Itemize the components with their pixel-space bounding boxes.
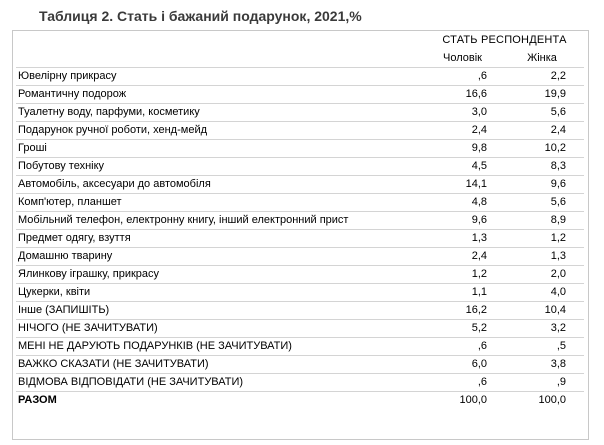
row-value-male: 16,2	[425, 302, 500, 320]
table-row	[16, 86, 584, 104]
header-male: Чоловік	[425, 49, 500, 68]
table-row	[16, 320, 584, 338]
table-row	[16, 104, 584, 122]
row-value-female: 10,4	[500, 302, 584, 320]
row-label: Подарунок ручної роботи, хенд-мейд	[16, 122, 425, 140]
row-value-male: 1,3	[425, 230, 500, 248]
table-row	[16, 356, 584, 374]
row-value-male: 2,4	[425, 122, 500, 140]
row-value-male: 9,6	[425, 212, 500, 230]
row-label: Автомобіль, аксесуари до автомобіля	[16, 176, 425, 194]
total-value-female: 100,0	[538, 394, 566, 406]
table-row	[16, 338, 584, 356]
table-row	[16, 176, 584, 194]
row-label: Інше (ЗАПИШІТЬ)	[16, 302, 425, 320]
row-value-male: 9,8	[425, 140, 500, 158]
row-label: Цукерки, квіти	[16, 284, 425, 302]
row-label: Романтичну подорож	[16, 86, 425, 104]
row-value-female: ,9	[500, 374, 584, 392]
row-label: Ювелірну прикрасу	[16, 68, 425, 86]
row-label: МЕНІ НЕ ДАРУЮТЬ ПОДАРУНКІВ (НЕ ЗАЧИТУВАТИ)	[16, 338, 425, 356]
row-value-male: ,6	[425, 374, 500, 392]
row-value-male: 6,0	[425, 356, 500, 374]
header-female: Жінка	[500, 49, 584, 68]
row-value-male: 16,6	[425, 86, 500, 104]
total-label: РАЗОМ	[18, 394, 57, 406]
row-value-male: ,6	[425, 68, 500, 86]
table-row	[16, 122, 584, 140]
row-value-female: 3,2	[500, 320, 584, 338]
row-label: Туалетну воду, парфуми, косметику	[16, 104, 425, 122]
row-value-female: 1,3	[500, 248, 584, 266]
row-value-female: 2,0	[500, 266, 584, 284]
row-label: НІЧОГО (НЕ ЗАЧИТУВАТИ)	[16, 320, 425, 338]
table-row	[16, 212, 584, 230]
row-value-male: 3,0	[425, 104, 500, 122]
row-label: Побутову техніку	[16, 158, 425, 176]
table-row	[16, 230, 584, 248]
total-value-male: 100,0	[459, 394, 487, 406]
total-row	[16, 392, 584, 410]
row-label: ВІДМОВА ВІДПОВІДАТИ (НЕ ЗАЧИТУВАТИ)	[16, 374, 425, 392]
row-label: Комп'ютер, планшет	[16, 194, 425, 212]
table-row	[16, 302, 584, 320]
row-value-female: 9,6	[500, 176, 584, 194]
row-value-female: 5,6	[500, 104, 584, 122]
row-value-male: 14,1	[425, 176, 500, 194]
row-label: Мобільний телефон, електронну книгу, інший електронний прист	[16, 212, 425, 230]
table-row	[16, 140, 584, 158]
row-value-female: 2,4	[500, 122, 584, 140]
row-value-female: 5,6	[500, 194, 584, 212]
table-title: Таблиця 2. Стать і бажаний подарунок, 2021,%	[39, 8, 362, 24]
table-row	[16, 374, 584, 392]
row-label: Домашню тварину	[16, 248, 425, 266]
header-columns-row	[16, 49, 584, 68]
row-value-male: 4,5	[425, 158, 500, 176]
table-row	[16, 266, 584, 284]
row-value-male: 5,2	[425, 320, 500, 338]
row-value-male: 4,8	[425, 194, 500, 212]
table-body	[16, 31, 584, 409]
row-label: Ялинкову іграшку, прикрасу	[16, 266, 425, 284]
row-value-female: 19,9	[500, 86, 584, 104]
table-row	[16, 248, 584, 266]
row-value-male: ,6	[425, 338, 500, 356]
header-empty-cell	[16, 31, 425, 49]
row-value-female: 8,9	[500, 212, 584, 230]
row-label: ВАЖКО СКАЗАТИ (НЕ ЗАЧИТУВАТИ)	[16, 356, 425, 374]
gift-by-gender-table	[16, 31, 584, 409]
table-row	[16, 68, 584, 86]
row-value-male: 1,2	[425, 266, 500, 284]
row-value-female: 2,2	[500, 68, 584, 86]
table-row	[16, 158, 584, 176]
row-value-female: 8,3	[500, 158, 584, 176]
row-value-female: 3,8	[500, 356, 584, 374]
row-value-male: 2,4	[425, 248, 500, 266]
row-value-female: 1,2	[500, 230, 584, 248]
header-label-cell	[16, 49, 425, 68]
row-label: Гроші	[16, 140, 425, 158]
row-label: Предмет одягу, взуття	[16, 230, 425, 248]
row-value-female: 10,2	[500, 140, 584, 158]
row-value-female: 4,0	[500, 284, 584, 302]
table-row	[16, 284, 584, 302]
row-value-female: ,5	[500, 338, 584, 356]
header-group-row	[16, 31, 584, 49]
row-value-male: 1,1	[425, 284, 500, 302]
table-row	[16, 194, 584, 212]
header-respondent-gender: СТАТЬ РЕСПОНДЕНТА	[442, 34, 567, 46]
